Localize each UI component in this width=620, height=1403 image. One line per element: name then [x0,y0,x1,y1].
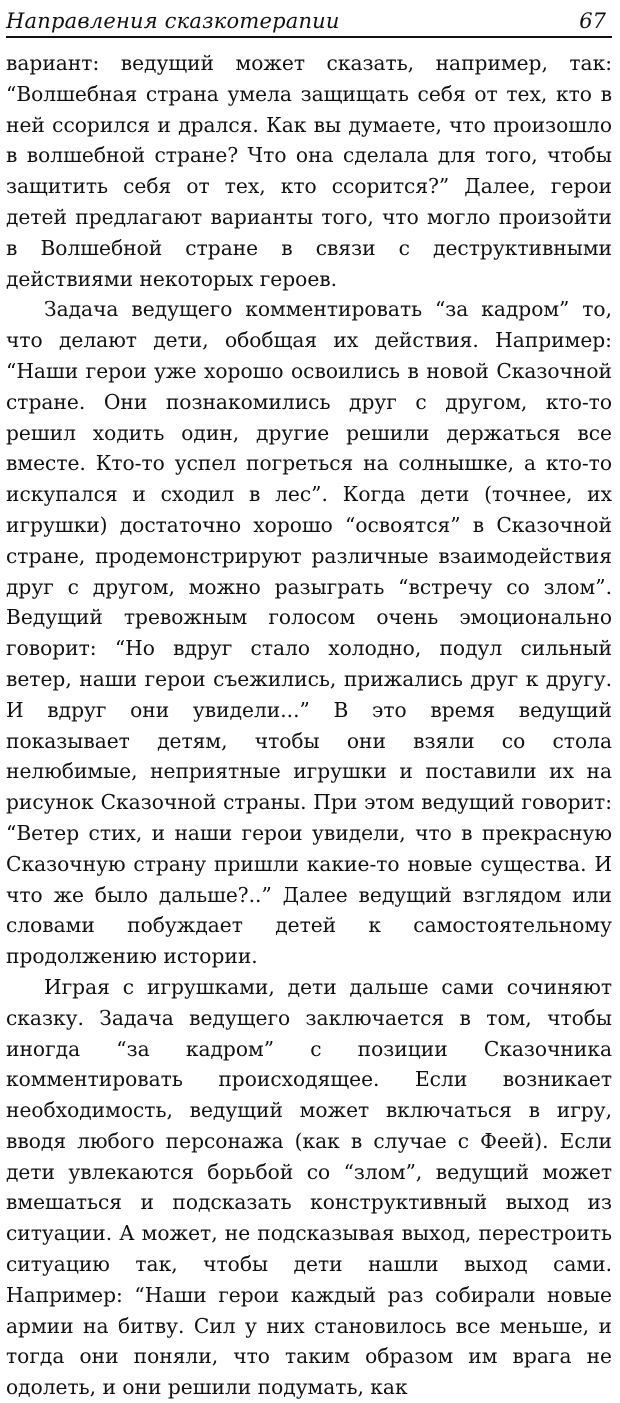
running-head [6,0,612,38]
page-number: 67 [579,9,606,33]
running-title: Направления сказкотерапии [6,9,340,33]
paragraph: вариант: ведущий может сказать, например, так: “Волшебная страна умела защищать себя от тех, кто в ней ссорился и дрался. Как вы думаете, что произошло в волшебной стране? Что она сделала для того, чтобы защитить себя от тех, кто ссорится?” Далее, герои детей предлагают варианты того, что могло произойти в Волшебной стране в связи с деструктивными действиями некоторых героев. [6,51,612,291]
paragraph: Задача ведущего комментировать “за кадром” то, что делают дети, обобщая их действия. Например: “Наши герои уже хорошо освоились в новой Сказочной стране. Они познакомились друг с другом, кто-то решил ходить один, другие решили держаться все вместе. Кто-то успел погреться на солнышке, а кто-то искупался и сходил в лес”. Когда дети (точнее, их игрушки) достаточно хорошо “освоятся” в Сказочной стране, продемонстрируют различные взаимодействия друг с другом, можно разыграть “встречу со злом”. Ведущий тревожным голосом очень эмоционально говорит: “Но вдруг стало холодно, подул сильный ветер, наши герои съежились, прижались друг к другу. И вдруг они увидели...” В это время ведущий показывает детям, чтобы они взяли со стола нелюбимые, неприятные игрушки и поставили их на рисунок Сказочной страны. При этом ведущий говорит: “Ветер стих, и наши герои увидели, что в прекрасную Сказочную страну пришли какие-то новые существа. И что же было дальше?..” Далее ведущий взглядом или словами побуждает детей к самостоятельному продолжению истории. [6,297,612,969]
paragraph: Играя с игрушками, дети дальше сами сочиняют сказку. Задача ведущего заключается в том, чтобы иногда “за кадром” с позиции Сказочника комментировать происходящее. Если возникает необходимость, ведущий может включаться в игру, вводя любого персонажа (как в случае с Феей). Если дети увлекаются борьбой со “злом”, ведущий может вмешаться и подсказать конструктивный выход из ситуации. А может, не подсказывая выход, перестроить ситуацию так, чтобы дети нашли выход сами. Например: “Наши герои каждый раз собирали новые армии на битву. Сил у них становилось все меньше, и тогда они поняли, что таким образом им врага не одолеть, и они решили подумать, как [6,974,612,1400]
body-text [6,48,612,1403]
